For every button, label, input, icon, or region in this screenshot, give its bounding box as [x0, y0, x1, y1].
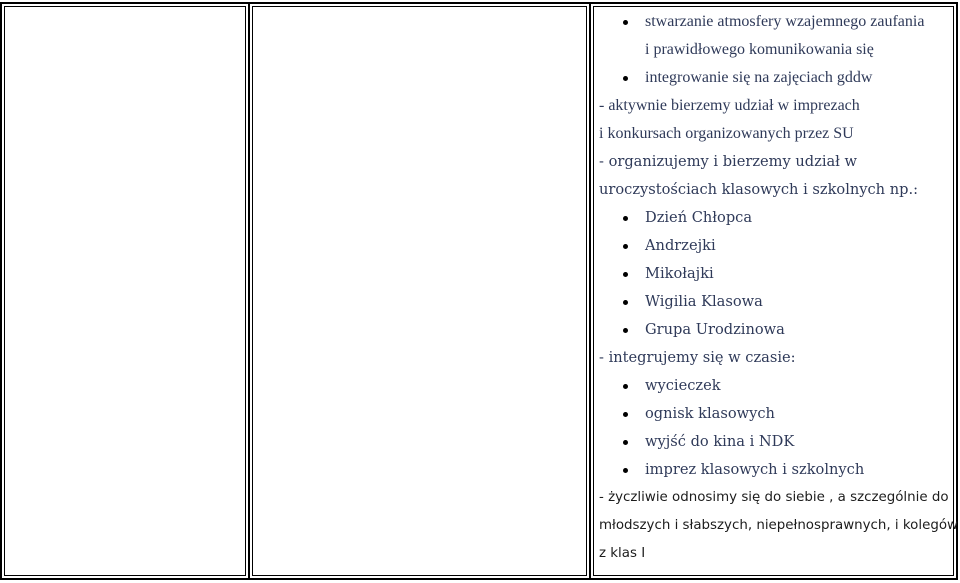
cell-inner-border — [252, 6, 587, 576]
bullet-item: Wigilia Klasowa — [599, 288, 952, 316]
bullet-item: ognisk klasowych — [599, 400, 952, 428]
text-line: i konkursach organizowanych przez SU — [599, 125, 854, 142]
text-line: z klas I — [599, 546, 646, 561]
bullet-item: Andrzejki — [599, 232, 952, 260]
document-table — [0, 2, 958, 580]
bullet-item: wyjść do kina i NDK — [599, 428, 952, 456]
bullet-item: stwarzanie atmosfery wzajemnego zaufania — [599, 8, 952, 36]
cell-content — [599, 8, 958, 568]
cell-inner-border — [4, 6, 246, 576]
table-cell-3 — [591, 4, 956, 578]
text-line: - integrujemy się w czasie: — [599, 349, 796, 366]
bullet-item: Mikołajki — [599, 260, 952, 288]
bullet-item: imprez klasowych i szkolnych — [599, 456, 952, 484]
text-line: - życzliwie odnosimy się do siebie , a szczególnie do — [599, 490, 949, 505]
text-line: młodszych i słabszych, niepełnosprawnych, i kolegów — [599, 518, 958, 533]
text-line: - aktywnie bierzemy udział w imprezach — [599, 97, 860, 114]
bullet-item: wycieczek — [599, 372, 952, 400]
table-cell-2 — [250, 4, 591, 578]
text-line: i prawidłowego komunikowania się — [645, 41, 874, 58]
bullet-item: Dzień Chłopca — [599, 204, 952, 232]
bullet-item: integrowanie się na zajęciach gddw — [599, 64, 952, 92]
bullet-item: Grupa Urodzinowa — [599, 316, 952, 344]
table-cell-1 — [2, 4, 250, 578]
text-line: - organizujemy i bierzemy udział w — [599, 153, 858, 170]
text-line: uroczystościach klasowych i szkolnych np.: — [599, 181, 919, 198]
